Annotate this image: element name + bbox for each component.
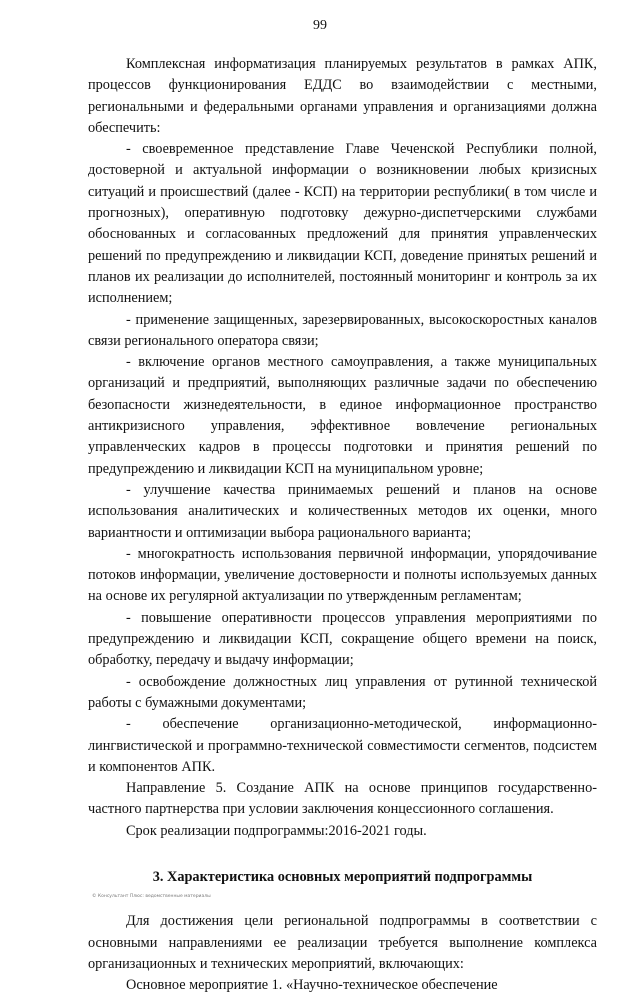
- footer-watermark: © Консультант Плюс: ведомственные материалы: [92, 894, 211, 899]
- list-item-channels: - применение защищенных, зарезервированных, высокоскоростных каналов связи регионального оператора связи;: [88, 311, 597, 349]
- list-item-paperwork: - освобождение должностных лиц управления от рутинной технической работы с бумажными документами;: [88, 673, 597, 711]
- paragraph-goal: Для достижения цели региональной подпрограммы в соответствии с основными направлениями ее реализации требуется выполнение комплекса организационных и технических мероприятий, включающих:: [88, 913, 597, 972]
- section-heading: 3. Характеристика основных мероприятий подпрограммы: [152, 868, 533, 885]
- list-item-presentation: - своевременное представление Главе Чеченской Республики полной, достоверной и актуальной информации о возникновении любых кризисных ситуаций и происшествий (далее - КСП) на территории республики( в том числе и прогнозных), оперативную подготовку дежурно-диспетчерскими службами обоснованных и согласованных предложений для принятия управленческих решений по предупреждению и ликвидации КСП, доведение принятых решений и планов их реализации до исполнителей, постоянный мониторинг и контроль за их исполнением;: [88, 141, 597, 307]
- list-item-data-reuse: - многократность использования первичной информации, упорядочивание потоков информации, увеличение достоверности и полноты используемых данных на основе их регулярной актуализации по утвержденным регламентам;: [88, 545, 597, 605]
- paragraph-direction-5: Направление 5. Создание АПК на основе принципов государственно-частного партнерства при условии заключения концессионного соглашения.: [88, 780, 597, 818]
- list-item-local-government: - включение органов местного самоуправления, а также муниципальных организаций и предприятий, выполняющих различные задачи по обеспечению безопасности жизнедеятельности, в единое информационное пространство антикризисного управления, эффективное вовлечение региональных управленческих кадров в процессы подготовки и принятия решений по предупреждению и ликвидации КСП на муниципальном уровне;: [88, 354, 597, 477]
- list-item-decision-quality: - улучшение качества принимаемых решений и планов на основе использования аналитических и количественных методов их оценки, много вариантности и оптимизации выбора рационального варианта;: [88, 481, 597, 541]
- page-number: 99: [313, 18, 327, 33]
- paragraph-term: Срок реализации подпрограммы:2016-2021 годы.: [126, 822, 427, 839]
- document-body: [88, 54, 597, 996]
- paragraph-intro: Комплексная информатизация планируемых результатов в рамках АПК, процессов функционирования ЕДДС во взаимодействии с местными, региональными и федеральными органами управления и организациями должна обеспечить:: [88, 56, 597, 136]
- list-item-efficiency: - повышение оперативности процессов управления мероприятиями по предупреждению и ликвидации КСП, сокращение общего времени на поиск, обработку, передачу и выдачу информации;: [88, 609, 597, 669]
- list-item-compatibility: - обеспечение организационно-методической, информационно-лингвистической и программно-технической совместимости сегментов, подсистем и компонентов АПК.: [88, 716, 597, 775]
- paragraph-main-activity: Основное мероприятие 1. «Научно-техническое обеспечение: [126, 977, 498, 994]
